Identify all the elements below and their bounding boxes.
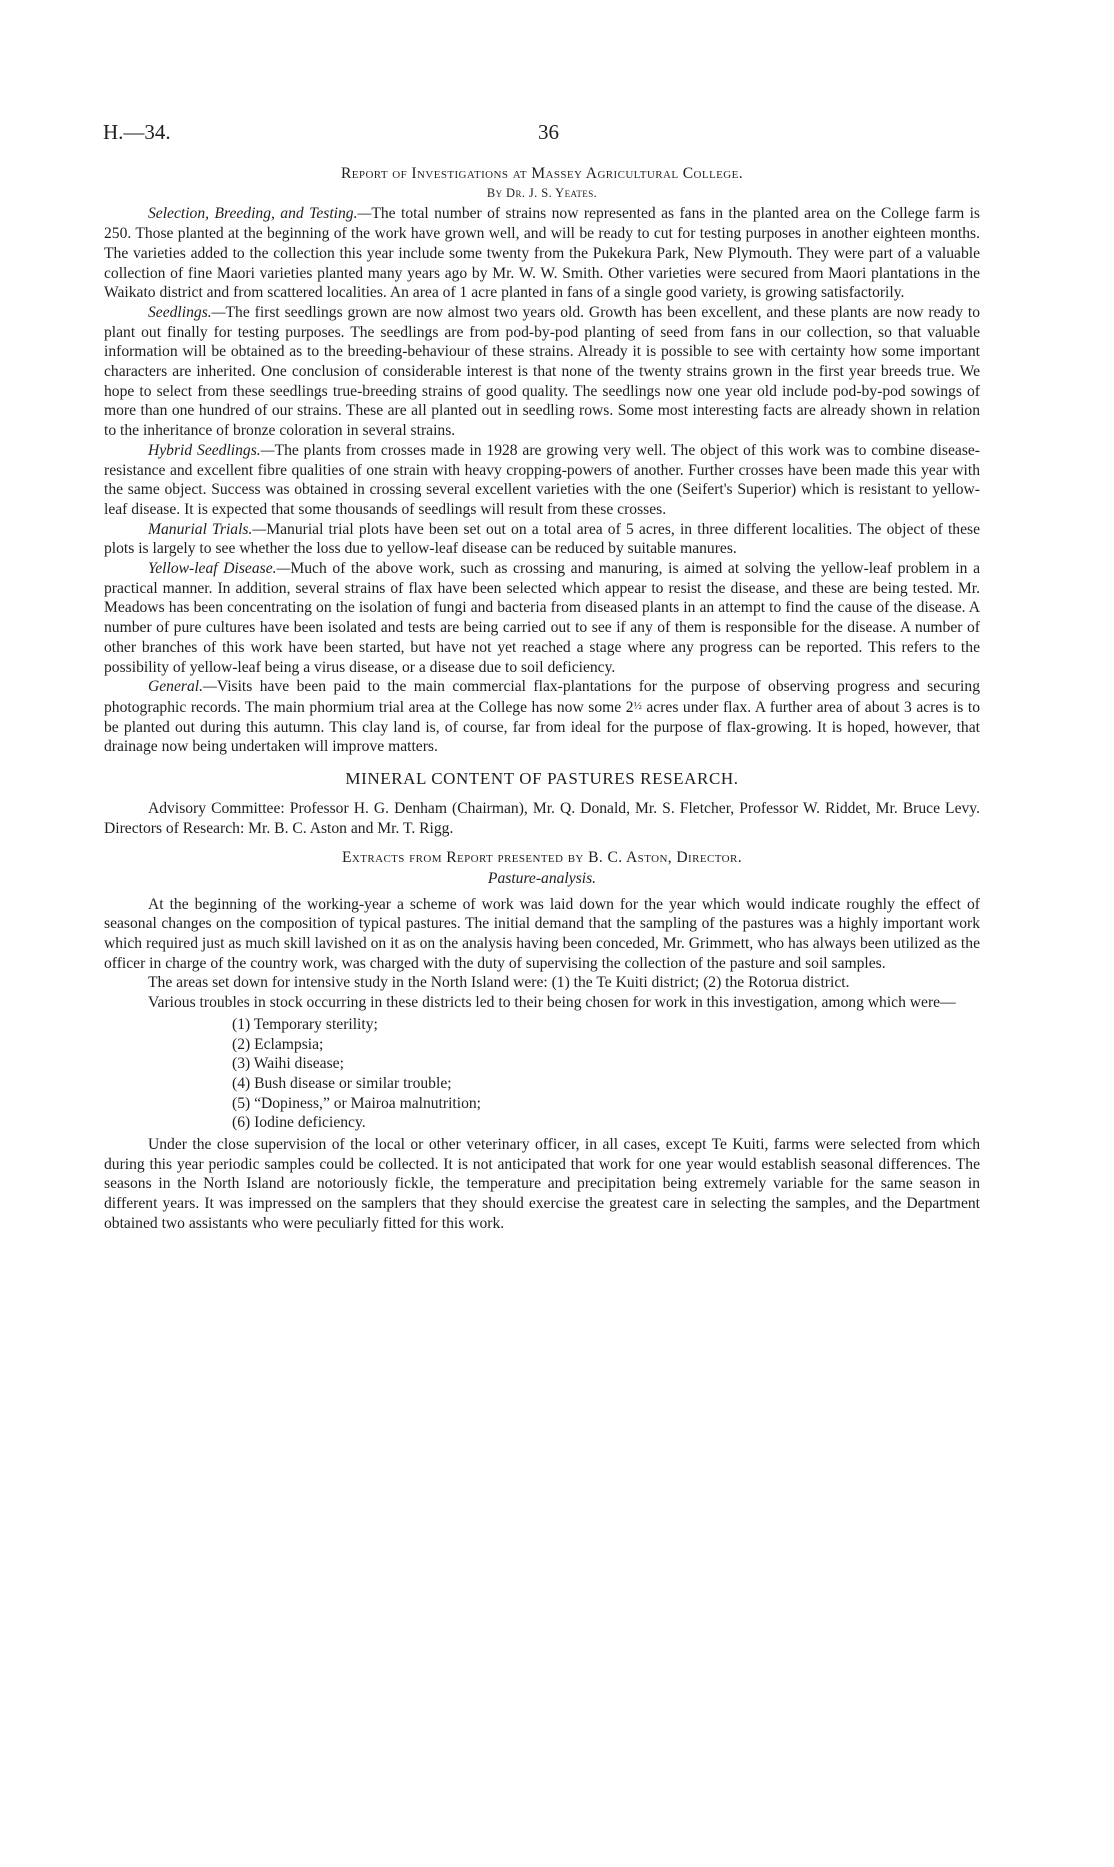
list-item: (3) Waihi disease;	[232, 1055, 344, 1073]
paragraph-areas: The areas set down for intensive study in the North Island were: (1) the Te Kuiti district; (2) the Rotorua district.	[148, 974, 850, 992]
report-byline: By Dr. J. S. Yeates.	[486, 185, 598, 200]
extracts-title: Extracts from Report presented by B. C. Aston, Director.	[341, 849, 743, 867]
page-content	[104, 164, 980, 1234]
advisory-committee: Advisory Committee: Professor H. G. Denham (Chairman), Mr. Q. Donald, Mr. S. Fletcher, Professor W. Riddet, Mr. Bruce Levy. Directors of Research: Mr. B. C. Aston and Mr. T. Rigg.	[104, 799, 980, 837]
paragraph-heading: Manurial Trials.—	[148, 520, 267, 538]
paragraph-body: The first seedlings grown are now almost two years old. Growth has been excellent, and these plants are now ready to plant out finally for testing purposes. The seedlings are from pod-by-pod planting of seed from fans in our collection, so that valuable information will be obtained as to the breeding-behaviour of these strains. Already it is possible to see with certainty how some important characters are inherited. One conclusion of considerable interest is that none of the twenty strains grown in the first year breeds true. We hope to select from these seedlings true-breeding strains of good quality. The seedlings now one year old include pod-by-pod sowings of more than one hundred of our strains. These are all planted out in seedling rows. Some most interesting facts are already shown in relation to the inheritance of bronze coloration in several strains.	[104, 303, 980, 440]
paragraph-body: Much of the above work, such as crossing and manuring, is aimed at solving the yellow-leaf problem in a practical manner. In addition, several strains of flax have been selected which appear to resist the disease, and these are being tested. Mr. Meadows has been concentrating on the isolation of fungi and bacteria from diseased plants in an attempt to find the cause of the disease. A number of pure cultures have been isolated and tests are being carried out to see if any of them is responsible for the disease. A number of other branches of this work have been started, but have not yet reached a stage where any progress can be reported. This refers to the possibility of yellow-leaf being a virus disease, or a disease due to soil deficiency.	[104, 560, 980, 676]
paragraph-body-continued: acres under flax. A further area of about 3 acres is to be planted out during this autumn. This clay land is, of course, far from ideal for the purpose of flax-growing. It is hoped, however, that drainage now being undertaken will improve matters.	[104, 698, 980, 756]
troubles-list	[104, 1015, 980, 1133]
paragraph-heading: Selection, Breeding, and Testing.—	[148, 205, 372, 223]
paragraph-general	[104, 677, 980, 757]
page-header	[103, 120, 983, 150]
paragraph-working-year: At the beginning of the working-year a scheme of work was laid down for the year which would indicate roughly the effect of seasonal changes on the composition of typical pastures. The initial demand that the sampling of the pastures was a highly important work which required just as much skill lavished on it as on the analysis having been conceded, Mr. Grimmett, who has always been utilized as the officer in charge of the country work, was charged with the duty of supervising the collection of the pasture and soil samples.	[104, 895, 980, 972]
paragraph-body: Manurial trial plots have been set out on a total area of 5 acres, in three different localities. The object of these plots is largely to see whether the loss due to yellow-leaf disease can be reduced by suitable manures.	[104, 520, 981, 558]
paragraph-heading: Yellow-leaf Disease.—	[148, 560, 291, 578]
list-item: (6) Iodine deficiency.	[232, 1114, 366, 1132]
report-title: Report of Investigations at Massey Agricultural College.	[341, 165, 743, 182]
paragraph-seedlings	[104, 303, 980, 441]
paragraph-troubles: Various troubles in stock occurring in these districts led to their being chosen for work in this investigation, among which were—	[148, 994, 956, 1012]
paragraph-body: The plants from crosses made in 1928 are growing very well. The object of this work was to combine disease-resistance and excellent fibre qualities of one strain with heavy cropping-powers of another. Further crosses have been made this year with the same object. Success was obtained in crossing several excellent varieties with the one (Seifert's Superior) which is resistant to yellow-leaf disease. It is expected that some thousands of seedlings will result from these crosses.	[104, 441, 981, 518]
paragraph-body: The total number of strains now represented as fans in the planted area on the College farm is 250. Those planted at the beginning of the work have grown well, and will be ready to cut for testing purposes in another eighteen months. The varieties added to the collection this year include some twenty from the Pukekura Park, New Plymouth. They were part of a valuable collection of fine Maori varieties planted many years ago by Mr. W. W. Smith. Other varieties were secured from Maori plantations in the Waikato district and from scattered localities. An area of 1 acre planted in fans of a single good variety, is growing satisfactorily.	[104, 205, 980, 302]
list-item: (1) Temporary sterility;	[232, 1015, 378, 1033]
list-item: (2) Eclampsia;	[232, 1035, 324, 1053]
section-title: MINERAL CONTENT OF PASTURES RESEARCH.	[345, 769, 739, 789]
paragraph-selection	[104, 204, 980, 303]
paragraph-manurial-trials	[104, 520, 980, 559]
subsection-title: Pasture-analysis.	[487, 869, 597, 887]
paragraph-heading: Hybrid Seedlings.—	[148, 441, 275, 459]
list-item: (4) Bush disease or similar trouble;	[232, 1074, 452, 1092]
paragraph-heading: Seedlings.—	[148, 303, 226, 321]
paragraph-supervision: Under the close supervision of the local or other veterinary officer, in all cases, except Te Kuiti, farms were selected from which during this year periodic samples could be collected. It is not anticipated that work for one year would establish seasonal differences. The seasons in the North Island are notoriously fickle, the temperature and precipitation being extremely variable for the same season in different years. It was impressed on the samplers that they should exercise the greatest care in selecting the samples, and the Department obtained two assistants who were peculiarly fitted for this work.	[104, 1136, 980, 1232]
paragraph-body: Visits have been paid to the main commercial flax-plantations for the purpose of observing progress and securing photographic records. The main phormium trial area at the College has now some 2	[104, 678, 980, 716]
page-number: 36	[538, 120, 559, 144]
paragraph-heading: General.—	[148, 678, 217, 696]
fraction: ½	[633, 699, 642, 712]
document-reference: H.—34.	[103, 120, 171, 144]
paragraph-hybrid-seedlings	[104, 441, 980, 520]
paragraph-yellow-leaf	[104, 559, 980, 677]
list-item: (5) “Dopiness,” or Mairoa malnutrition;	[232, 1094, 482, 1112]
